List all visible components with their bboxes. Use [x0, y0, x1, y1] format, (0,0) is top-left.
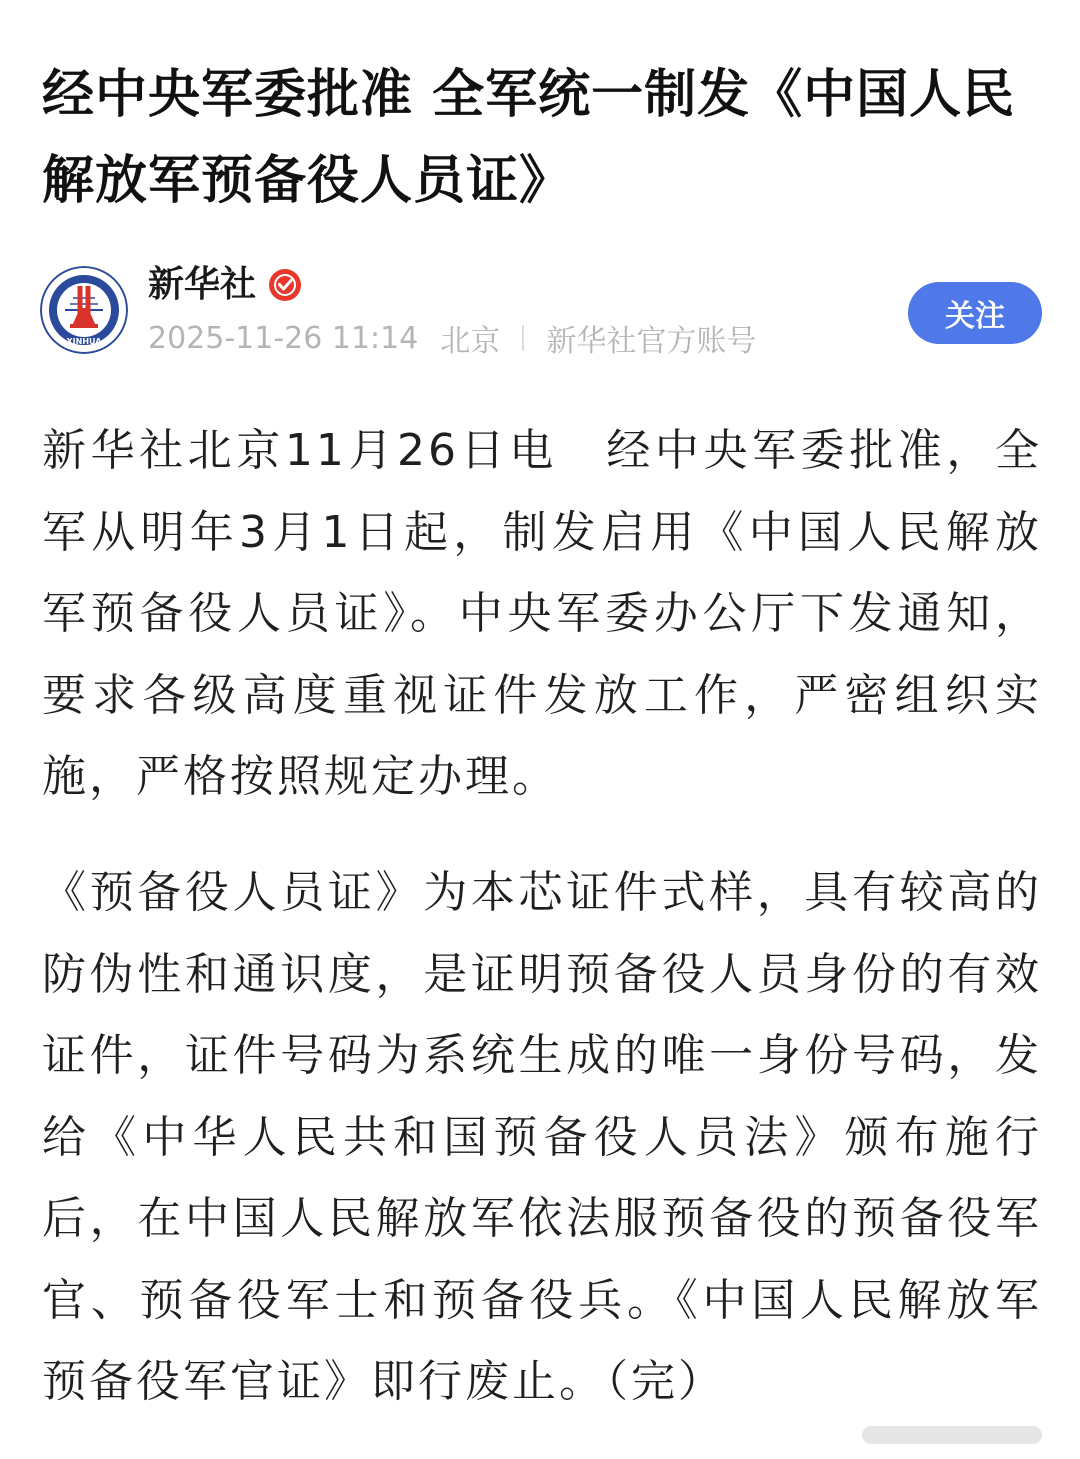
verified-badge-icon — [268, 268, 302, 302]
article-paragraph: 《预备役人员证》为本芯证件式样，具有较高的防伪性和通识度，是证明预备役人员身份的有效证件，证件号码为系统生成的唯一身份号码，发给《中华人民共和国预备役人员法》颁布施行后，在中国人民解放军依法服预备役的预备役军官、预备役军士和预备役兵。《中国人民解放军预备役军官证》即行废止。（完） — [42, 867, 1042, 1407]
follow-button[interactable]: 关注 — [908, 282, 1042, 344]
author-avatar[interactable] — [40, 266, 128, 354]
author-name-line — [148, 262, 302, 308]
xinhua-logo-icon — [40, 266, 128, 354]
publish-datetime: 2025-11-26 11:14 — [148, 320, 419, 356]
publish-location: 北京 — [440, 324, 501, 359]
author-row — [40, 262, 1042, 358]
meta-divider — [522, 325, 524, 351]
avatar-logo-text: XINHUA — [66, 337, 102, 346]
article-title: 经中央军委批准 全军统一制发《中国人民解放军预备役人员证》 — [42, 65, 1016, 211]
author-meta — [148, 318, 756, 358]
account-description: 新华社官方账号 — [546, 324, 757, 359]
home-indicator[interactable] — [862, 1426, 1042, 1444]
article-paragraph: 新华社北京11月26日电 经中央军委批准，全军从明年3月1日起，制发启用《中国人民解放军预备役人员证》。中央军委办公厅下发通知，要求各级高度重视证件发放工作，严密组织实施，严格按照规定办理。 — [42, 425, 1042, 802]
author-name[interactable]: 新华社 — [148, 264, 257, 305]
